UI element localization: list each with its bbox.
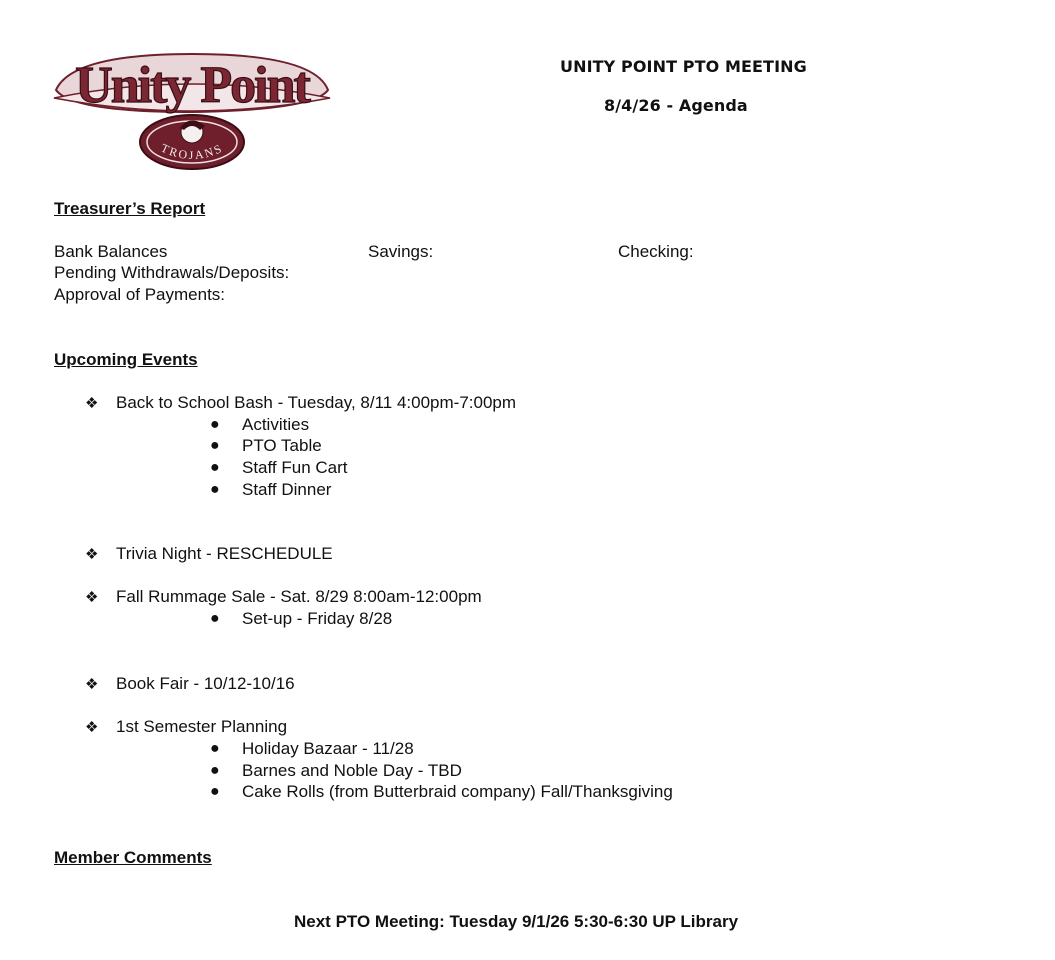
treasurer-heading: Treasurer’s Report: [54, 199, 206, 218]
event-subitem: Cake Rolls (from Butterbraid company) Fall/Thanksgiving: [242, 782, 673, 801]
event-title: Fall Rummage Sale - Sat. 8/29 8:00am-12:00pm: [116, 587, 482, 606]
event-title: Book Fair - 10/12-10/16: [116, 674, 295, 693]
school-logo: [52, 50, 332, 175]
dot-bullet-icon: ●: [210, 459, 220, 476]
member-comments-heading: Member Comments: [54, 848, 212, 867]
logo-mascot-text: TROJANS: [158, 140, 226, 163]
event-subitem: Activities: [242, 415, 310, 434]
dot-bullet-icon: ●: [210, 416, 220, 433]
event-subitem: Staff Dinner: [242, 480, 332, 499]
event-subitem: Staff Fun Cart: [242, 458, 348, 477]
checking-label: Checking:: [618, 242, 694, 261]
diamond-bullet-icon: ❖: [85, 589, 99, 606]
next-meeting-line: Next PTO Meeting: Tuesday 9/1/26 5:30-6:30 UP Library: [294, 912, 739, 931]
event-subitem: Set-up - Friday 8/28: [242, 609, 393, 628]
agenda-date: 8/4/26 - Agenda: [604, 96, 748, 115]
event-title: 1st Semester Planning: [116, 717, 288, 736]
dot-bullet-icon: ●: [210, 610, 220, 627]
diamond-bullet-icon: ❖: [85, 719, 99, 736]
meeting-title: UNITY POINT PTO MEETING: [560, 57, 807, 76]
event-title: Trivia Night - RESCHEDULE: [116, 544, 333, 563]
logo-wordmark: Unity Point: [75, 57, 309, 114]
bank-balances-label: Bank Balances: [54, 242, 168, 261]
dot-bullet-icon: ●: [210, 437, 220, 454]
approval-label: Approval of Payments:: [54, 285, 226, 304]
diamond-bullet-icon: ❖: [85, 546, 99, 563]
event-subitem: PTO Table: [242, 436, 322, 455]
event-subitem: Barnes and Noble Day - TBD: [242, 761, 462, 780]
event-subitem: Holiday Bazaar - 11/28: [242, 739, 414, 758]
dot-bullet-icon: ●: [210, 740, 220, 757]
diamond-bullet-icon: ❖: [85, 395, 99, 412]
event-title: Back to School Bash - Tuesday, 8/11 4:00pm-7:00pm: [116, 393, 517, 412]
savings-label: Savings:: [368, 242, 434, 261]
dot-bullet-icon: ●: [210, 762, 220, 779]
diamond-bullet-icon: ❖: [85, 676, 99, 693]
dot-bullet-icon: ●: [210, 481, 220, 498]
dot-bullet-icon: ●: [210, 783, 220, 800]
events-heading: Upcoming Events: [54, 350, 198, 369]
pending-label: Pending Withdrawals/Deposits:: [54, 263, 290, 282]
